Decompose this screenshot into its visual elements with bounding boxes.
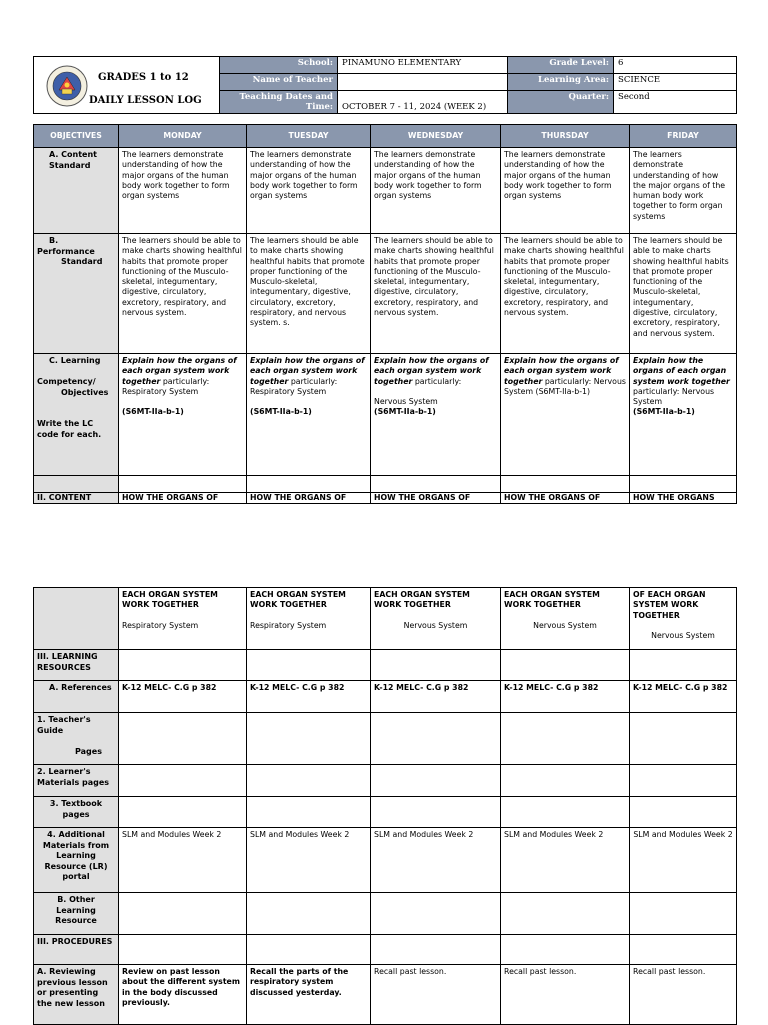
content-cont-mon	[119, 588, 247, 650]
additional-fri: SLM and Modules Week 2	[630, 828, 737, 893]
content-system: Nervous System	[651, 631, 715, 641]
competency-label-b: Competency/	[37, 377, 96, 387]
grade-level-value: 6	[614, 57, 737, 74]
content-row-top	[34, 493, 737, 504]
performance-standard-label-c: Standard	[61, 257, 103, 267]
additional-tue: SLM and Modules Week 2	[247, 828, 371, 893]
additional-mon: SLM and Modules Week 2	[119, 828, 247, 893]
performance-standard-label-b: Performance	[37, 246, 95, 256]
header-logo-cell	[34, 57, 220, 114]
competency-code: (S6MT-IIa-b-1)	[250, 407, 312, 417]
additional-thu: SLM and Modules Week 2	[501, 828, 630, 893]
content-cont-fri	[630, 588, 737, 650]
procedures-label: III. PROCEDURES	[34, 935, 119, 965]
header-table	[33, 56, 737, 114]
references-mon: K-12 MELC- C.G p 382	[119, 681, 247, 713]
teacher-label: Name of Teacher	[220, 74, 338, 91]
additional-materials-label: 4. Additional Materials from Learning Resource (LR) portal	[34, 828, 119, 893]
references-label-text: A. References	[49, 683, 112, 692]
competency-label-a: C. Learning	[49, 356, 101, 365]
teaching-dates-label	[220, 91, 338, 114]
competency-fri	[630, 354, 737, 476]
review-fri: Recall past lesson.	[630, 965, 737, 1025]
competency-particularly: particularly:	[412, 376, 462, 386]
content-system: Nervous System	[403, 620, 468, 630]
quarter-label: Quarter:	[508, 91, 614, 114]
competency-explain-1: Explain how the organs of each	[374, 356, 489, 376]
other-resource-row	[34, 893, 737, 935]
other-resource-label: B. Other Learning Resource	[34, 893, 119, 935]
lesson-log-table-1	[33, 124, 737, 504]
content-top-mon: HOW THE ORGANS OF	[119, 493, 247, 504]
competency-code: (S6MT-IIa-b-1)	[374, 407, 436, 417]
review-thu: Recall past lesson.	[501, 965, 630, 1025]
references-row	[34, 681, 737, 713]
content-cont-text: EACH ORGAN SYSTEM WORK TOGETHER	[374, 590, 470, 610]
competency-label-d: Write the LC code for each.	[37, 419, 102, 439]
learning-resources-row	[34, 650, 737, 681]
content-standard-wed: The learners demonstrate understanding of how the major organs of the human body work together to form organ systems	[371, 148, 501, 234]
review-label: A. Reviewing previous lesson or presenting the new lesson	[34, 965, 119, 1025]
content-row-cont	[34, 588, 737, 650]
content-cont-text: EACH ORGAN SYSTEM WORK TOGETHER	[504, 590, 600, 610]
teaching-dates-label-2: Time:	[305, 102, 333, 113]
teachers-guide-label-a: 1. Teacher's Guide	[37, 715, 91, 735]
teachers-guide-label	[34, 713, 119, 765]
review-wed: Recall past lesson.	[371, 965, 501, 1025]
quarter-value: Second	[614, 91, 737, 114]
content-system: Respiratory System	[122, 620, 199, 630]
competency-system: Nervous System (S6MT-IIa-b-1)	[504, 376, 626, 396]
content-label: II. CONTENT	[34, 493, 119, 504]
references-fri: K-12 MELC- C.G p 382	[630, 681, 737, 713]
content-cont-thu	[501, 588, 630, 650]
content-cont-text: OF EACH ORGAN SYSTEM WORK TOGETHER	[633, 590, 706, 620]
content-system: Respiratory System	[250, 620, 327, 630]
competency-explain-2: organ system work together	[122, 366, 230, 386]
school-label: School:	[220, 57, 338, 74]
header-title-dll: DAILY LESSON LOG	[89, 95, 202, 107]
performance-standard-fri: The learners should be able to make charts showing healthful habits that promote proper functioning of the Musculo-skeletal, integumentary, digestive, circulatory, excretory, respiratory, and nervous system.	[630, 234, 737, 354]
competency-code: (S6MT-IIa-b-1)	[633, 407, 695, 417]
additional-materials-row	[34, 828, 737, 893]
col-tuesday: TUESDAY	[247, 125, 371, 148]
learning-resources-label: III. LEARNING RESOURCES	[34, 650, 119, 681]
content-standard-label-a: A. Content	[49, 150, 97, 159]
content-system: Nervous System	[533, 620, 597, 630]
competency-particularly: particularly:	[160, 376, 210, 386]
competency-mon	[119, 354, 247, 476]
competency-row	[34, 354, 737, 476]
competency-explain-2: organ system work together	[633, 366, 730, 386]
grade-level-label: Grade Level:	[508, 57, 614, 74]
review-row	[34, 965, 737, 1025]
teaching-dates-label-1: Teaching Dates and	[239, 92, 333, 102]
procedures-row	[34, 935, 737, 965]
textbook-label: 3. Textbook pages	[34, 797, 119, 828]
content-standard-mon: The learners demonstrate understanding of how the major organs of the human body work together to form organ systems	[119, 148, 247, 234]
content-top-wed: HOW THE ORGANS OF	[371, 493, 501, 504]
performance-standard-wed: The learners should be able to make charts showing healthful habits that promote proper functioning of the Musculo-skeletal, integumentary, digestive, circulatory, excretory, respiratory, and nervous system.	[371, 234, 501, 354]
references-wed: K-12 MELC- C.G p 382	[371, 681, 501, 713]
performance-standard-row	[34, 234, 737, 354]
blank-row	[34, 476, 737, 493]
competency-explain-2: organ system work together	[504, 366, 612, 386]
header-title-grades: GRADES 1 to 12	[98, 72, 189, 84]
learning-area-label: Learning Area:	[508, 74, 614, 91]
competency-system: Respiratory System	[250, 386, 327, 396]
competency-particularly: particularly:	[542, 376, 592, 386]
learning-area-value: SCIENCE	[614, 74, 737, 91]
content-standard-thu: The learners demonstrate understanding of how the major organs of the human body work together to form organ systems	[501, 148, 630, 234]
content-standard-row	[34, 148, 737, 234]
col-friday: FRIDAY	[630, 125, 737, 148]
deped-seal-icon	[46, 65, 88, 107]
competency-label-c: Objectives	[61, 387, 109, 397]
competency-system: Nervous System	[374, 397, 438, 407]
competency-system: Respiratory System	[122, 386, 199, 396]
competency-explain-2: organ system work together	[374, 366, 482, 386]
content-standard-label-b: Standard	[49, 160, 91, 170]
textbook-row	[34, 797, 737, 828]
teacher-value	[338, 74, 508, 91]
competency-particularly: particularly:	[288, 376, 338, 386]
competency-system: Nervous System	[633, 386, 715, 407]
content-standard-label	[34, 148, 119, 234]
content-top-thu: HOW THE ORGANS OF	[501, 493, 630, 504]
review-tue: Recall the parts of the respiratory system discussed yesterday.	[247, 965, 371, 1025]
additional-wed: SLM and Modules Week 2	[371, 828, 501, 893]
school-value: PINAMUNO ELEMENTARY	[338, 57, 508, 74]
teaching-dates-value: OCTOBER 7 - 11, 2024 (WEEK 2)	[338, 91, 508, 114]
competency-explain-1: Explain how the organs of each	[122, 356, 237, 376]
teachers-guide-label-b: Pages	[75, 746, 102, 756]
competency-wed	[371, 354, 501, 476]
competency-label	[34, 354, 119, 476]
review-mon: Review on past lesson about the different system in the body discussed previously.	[119, 965, 247, 1025]
learners-materials-label: 2. Learner's Materials pages	[34, 765, 119, 797]
content-cont-text: EACH ORGAN SYSTEM WORK TOGETHER	[250, 590, 346, 610]
competency-explain-1: Explain how the organs of each	[633, 356, 704, 376]
lesson-log-table-2	[33, 587, 737, 1025]
performance-standard-label	[34, 234, 119, 354]
content-cont-tue	[247, 588, 371, 650]
competency-code: (S6MT-IIa-b-1)	[122, 407, 184, 417]
performance-standard-label-a: B.	[49, 236, 59, 245]
content-cont-wed	[371, 588, 501, 650]
references-label	[34, 681, 119, 713]
col-wednesday: WEDNESDAY	[371, 125, 501, 148]
col-objectives: OBJECTIVES	[34, 125, 119, 148]
col-monday: MONDAY	[119, 125, 247, 148]
content-standard-tue: The learners demonstrate understanding of how the major organs of the human body work together to form organ systems	[247, 148, 371, 234]
performance-standard-thu: The learners should be able to make charts showing healthful habits that promote proper functioning of the Musculo-skeletal, integumentary, digestive, circulatory, excretory, respiratory, and nervous system.	[501, 234, 630, 354]
competency-thu	[501, 354, 630, 476]
col-thursday: THURSDAY	[501, 125, 630, 148]
competency-particularly: particularly:	[633, 386, 680, 396]
competency-tue	[247, 354, 371, 476]
performance-standard-mon: The learners should be able to make charts showing healthful habits that promote proper functioning of the Musculo-skeletal, integumentary, digestive, circulatory, excretory, respiratory, and nervous system.	[119, 234, 247, 354]
content-top-fri: HOW THE ORGANS	[630, 493, 737, 504]
content-cont-text: EACH ORGAN SYSTEM WORK TOGETHER	[122, 590, 218, 610]
references-thu: K-12 MELC- C.G p 382	[501, 681, 630, 713]
competency-explain-1: Explain how the organs of each	[504, 356, 619, 376]
competency-explain-1: Explain how the organs of each	[250, 356, 365, 376]
teachers-guide-row	[34, 713, 737, 765]
content-standard-fri: The learners demonstrate understanding of how the major organs of the human body work together to form organ systems	[630, 148, 737, 234]
performance-standard-tue: The learners should be able to make charts showing healthful habits that promote proper functioning of the Musculo-skeletal, integumentary, digestive, circulatory, excretory, respiratory, and nervous system. s.	[247, 234, 371, 354]
column-header-row	[34, 125, 737, 148]
competency-explain-2: organ system work together	[250, 366, 358, 386]
content-top-tue: HOW THE ORGANS OF	[247, 493, 371, 504]
references-tue: K-12 MELC- C.G p 382	[247, 681, 371, 713]
learners-materials-row	[34, 765, 737, 797]
